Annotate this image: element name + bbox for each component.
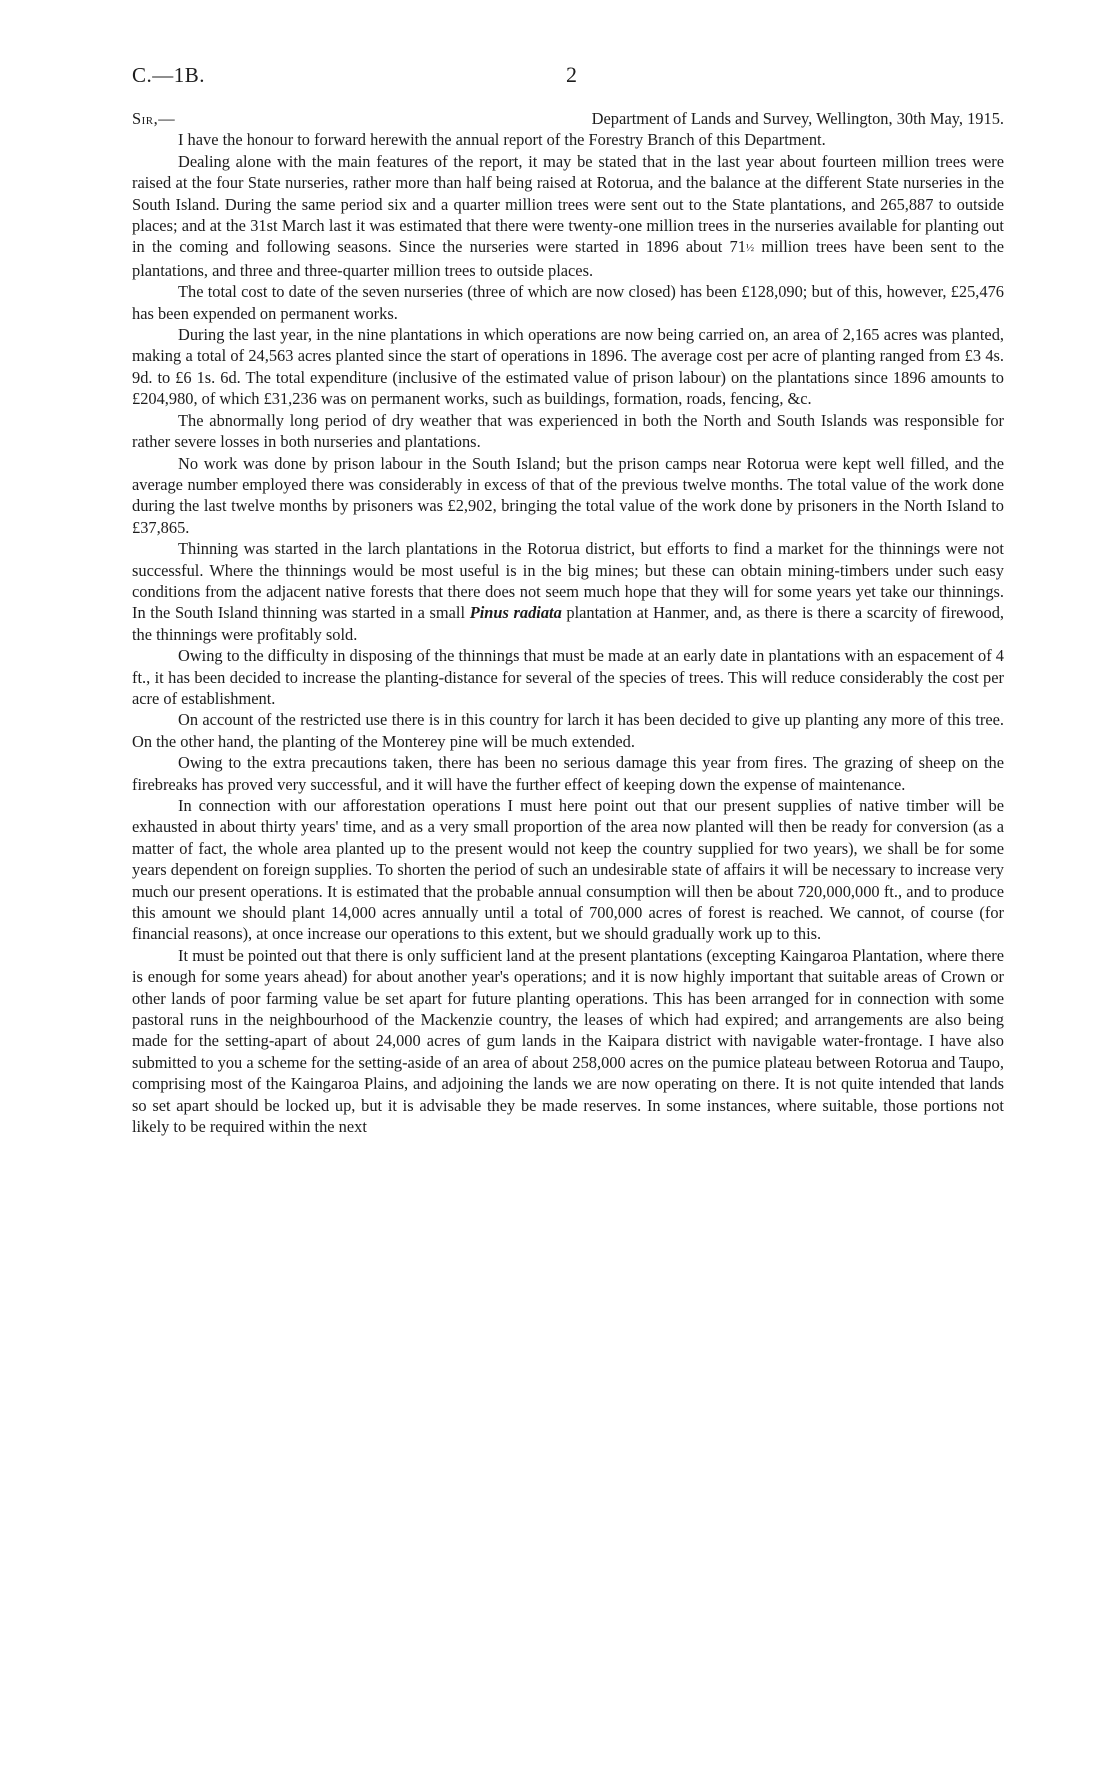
paragraph-text: It must be pointed out that there is only sufficient land at the present plantations (excepting Kaingaroa Plantation, where there is enough for some years ahead) for about another year's operations; and it is now highly important that suitable areas of Crown or other lands of poor farming value be set apart for future planting operations. This has been arranged for in connection with some pastoral runs in the neighbourhood of the Mackenzie country, the leases of which had expired; and arrangements are also being made for the setting-apart of about 24,000 acres of gum lands in the Kaipara district with navigable water-frontage. I have also submitted to you a scheme for the setting-aside of an area of about 258,000 acres on the pumice plateau between Rotorua and Taupo, comprising most of the Kaingaroa Plains, and adjoining the lands we are now operating on there. It is not quite intended that lands so set apart should be locked up, but it is advisable they be made reserves. In some instances, where suitable, those portions not likely to be required within the next xyxy=(132,945,1004,1137)
paragraph xyxy=(132,324,1004,410)
paragraph xyxy=(132,795,1004,945)
paragraph xyxy=(132,752,1004,795)
paragraph xyxy=(132,645,1004,709)
species-name: Pinus radiata xyxy=(469,603,562,623)
fraction: ½ xyxy=(745,242,755,255)
page-header xyxy=(132,62,1004,102)
paragraph-text: During the last year, in the nine plantations in which operations are now being carried on, an area of 2,165 acres was planted, making a total of 24,563 acres planted since the start of operations in 1896. The average cost per acre of planting ranged from £3 4s. 9d. to £6 1s. 6d. The total expenditure (inclusive of the estimated value of prison labour) on the plantations since 1896 amounts to £204,980, of which £31,236 was on permanent works, such as buildings, formation, roads, fencing, &c. xyxy=(132,325,1004,409)
paragraph xyxy=(132,709,1004,752)
paragraph-text: plantation at Hanmer, and, as there is there a scarcity of firewood, the thinnings were profitably sold. xyxy=(132,603,1004,644)
paragraph-text: The total cost to date of the seven nurseries (three of which are now closed) has been £128,090; but of this, however, £25,476 has been expended on permanent works. xyxy=(132,282,1004,323)
paragraph-text: Thinning was started in the larch plantations in the Rotorua district, but efforts to find a market for the thinnings were not successful. Where the thinnings would be most useful is in the big mines; but these can obtain mining-timbers under such easy conditions from the adjacent native forests that there does not seem much hope that they will for some years yet take our thinnings. In the South Island thinning was started in a small xyxy=(132,539,1004,623)
paragraph xyxy=(132,945,1004,1138)
paragraph-text: On account of the restricted use there is in this country for larch it has been decided to give up planting any more of this tree. On the other hand, the planting of the Monterey pine will be much extended. xyxy=(132,710,1004,751)
paragraph-text: No work was done by prison labour in the South Island; but the prison camps near Rotorua were kept well filled, and the average number employed there was considerably in excess of that of the previous twelve months. The total value of the work done during the last twelve months by prisoners was £2,902, bringing the total value of the work done by prisoners in the North Island to £37,865. xyxy=(132,453,1004,537)
parliamentary-paper-reference: C.—1B. xyxy=(132,63,206,87)
paragraph xyxy=(132,538,1004,645)
paragraph-text: The abnormally long period of dry weather that was experienced in both the North and South Islands was responsible for rather severe losses in both nurseries and plantations. xyxy=(132,410,1004,452)
paragraph xyxy=(132,151,1004,281)
salutation: Sir,— xyxy=(132,109,176,128)
paragraph-text: Dealing alone with the main features of the report, it may be stated that in the last year about fourteen million trees were raised at the four State nurseries, rather more than half being raised at Rotorua, and the balance at the different State nurseries in the South Island. During the same period six and a quarter million trees were sent out to the State plantations, and 265,887 to outside places; and at the 31st March last it was estimated that there were twenty-one million trees in the nurseries available for planting out in the coming and following seasons. Since the nurseries were started in 1896 about 71 xyxy=(132,151,1004,257)
paragraph-text: Owing to the extra precautions taken, there has been no serious damage this year from fires. The grazing of sheep on the firebreaks has proved very successful, and it will have the further effect of keeping down the expense of maintenance. xyxy=(132,753,1004,794)
letter-heading xyxy=(132,108,1004,129)
page-number: 2 xyxy=(566,62,577,87)
letter-body xyxy=(132,129,1004,1137)
paragraph-text: million trees have been sent to the plantations, and three and three-quarter million trees to outside places. xyxy=(132,237,1004,280)
paragraph xyxy=(132,453,1004,539)
paragraph-text: In connection with our afforestation operations I must here point out that our present supplies of native timber will be exhausted in about thirty years' time, and as a very small proportion of the area now planted will then be ready for conversion (as a matter of fact, the whole area planted up to the present would not keep the country supplied for two years), we shall be for some years dependent on foreign supplies. To shorten the period of such an undesirable state of affairs it will be necessary to increase very much our present operations. It is estimated that the probable annual consumption will then be about 720,000,000 ft., and to produce this amount we should plant 14,000 acres annually until a total of 700,000 acres of forest is reached. We cannot, of course (for financial reasons), at once increase our operations to this extent, but we should gradually work up to this. xyxy=(132,796,1004,944)
paragraph xyxy=(132,281,1004,324)
dateline: Department of Lands and Survey, Wellington, 30th May, 1915. xyxy=(591,109,1004,128)
paragraph-text: Owing to the difficulty in disposing of the thinnings that must be made at an early date in plantations with an espacement of 4 ft., it has been decided to increase the planting-distance for several of the species of trees. This will reduce considerably the cost per acre of establishment. xyxy=(132,646,1004,708)
paragraph-text: I have the honour to forward herewith the annual report of the Forestry Branch of this Department. xyxy=(178,130,826,150)
paragraph xyxy=(132,410,1004,453)
report-page xyxy=(132,62,1004,1138)
paragraph xyxy=(132,129,1004,150)
